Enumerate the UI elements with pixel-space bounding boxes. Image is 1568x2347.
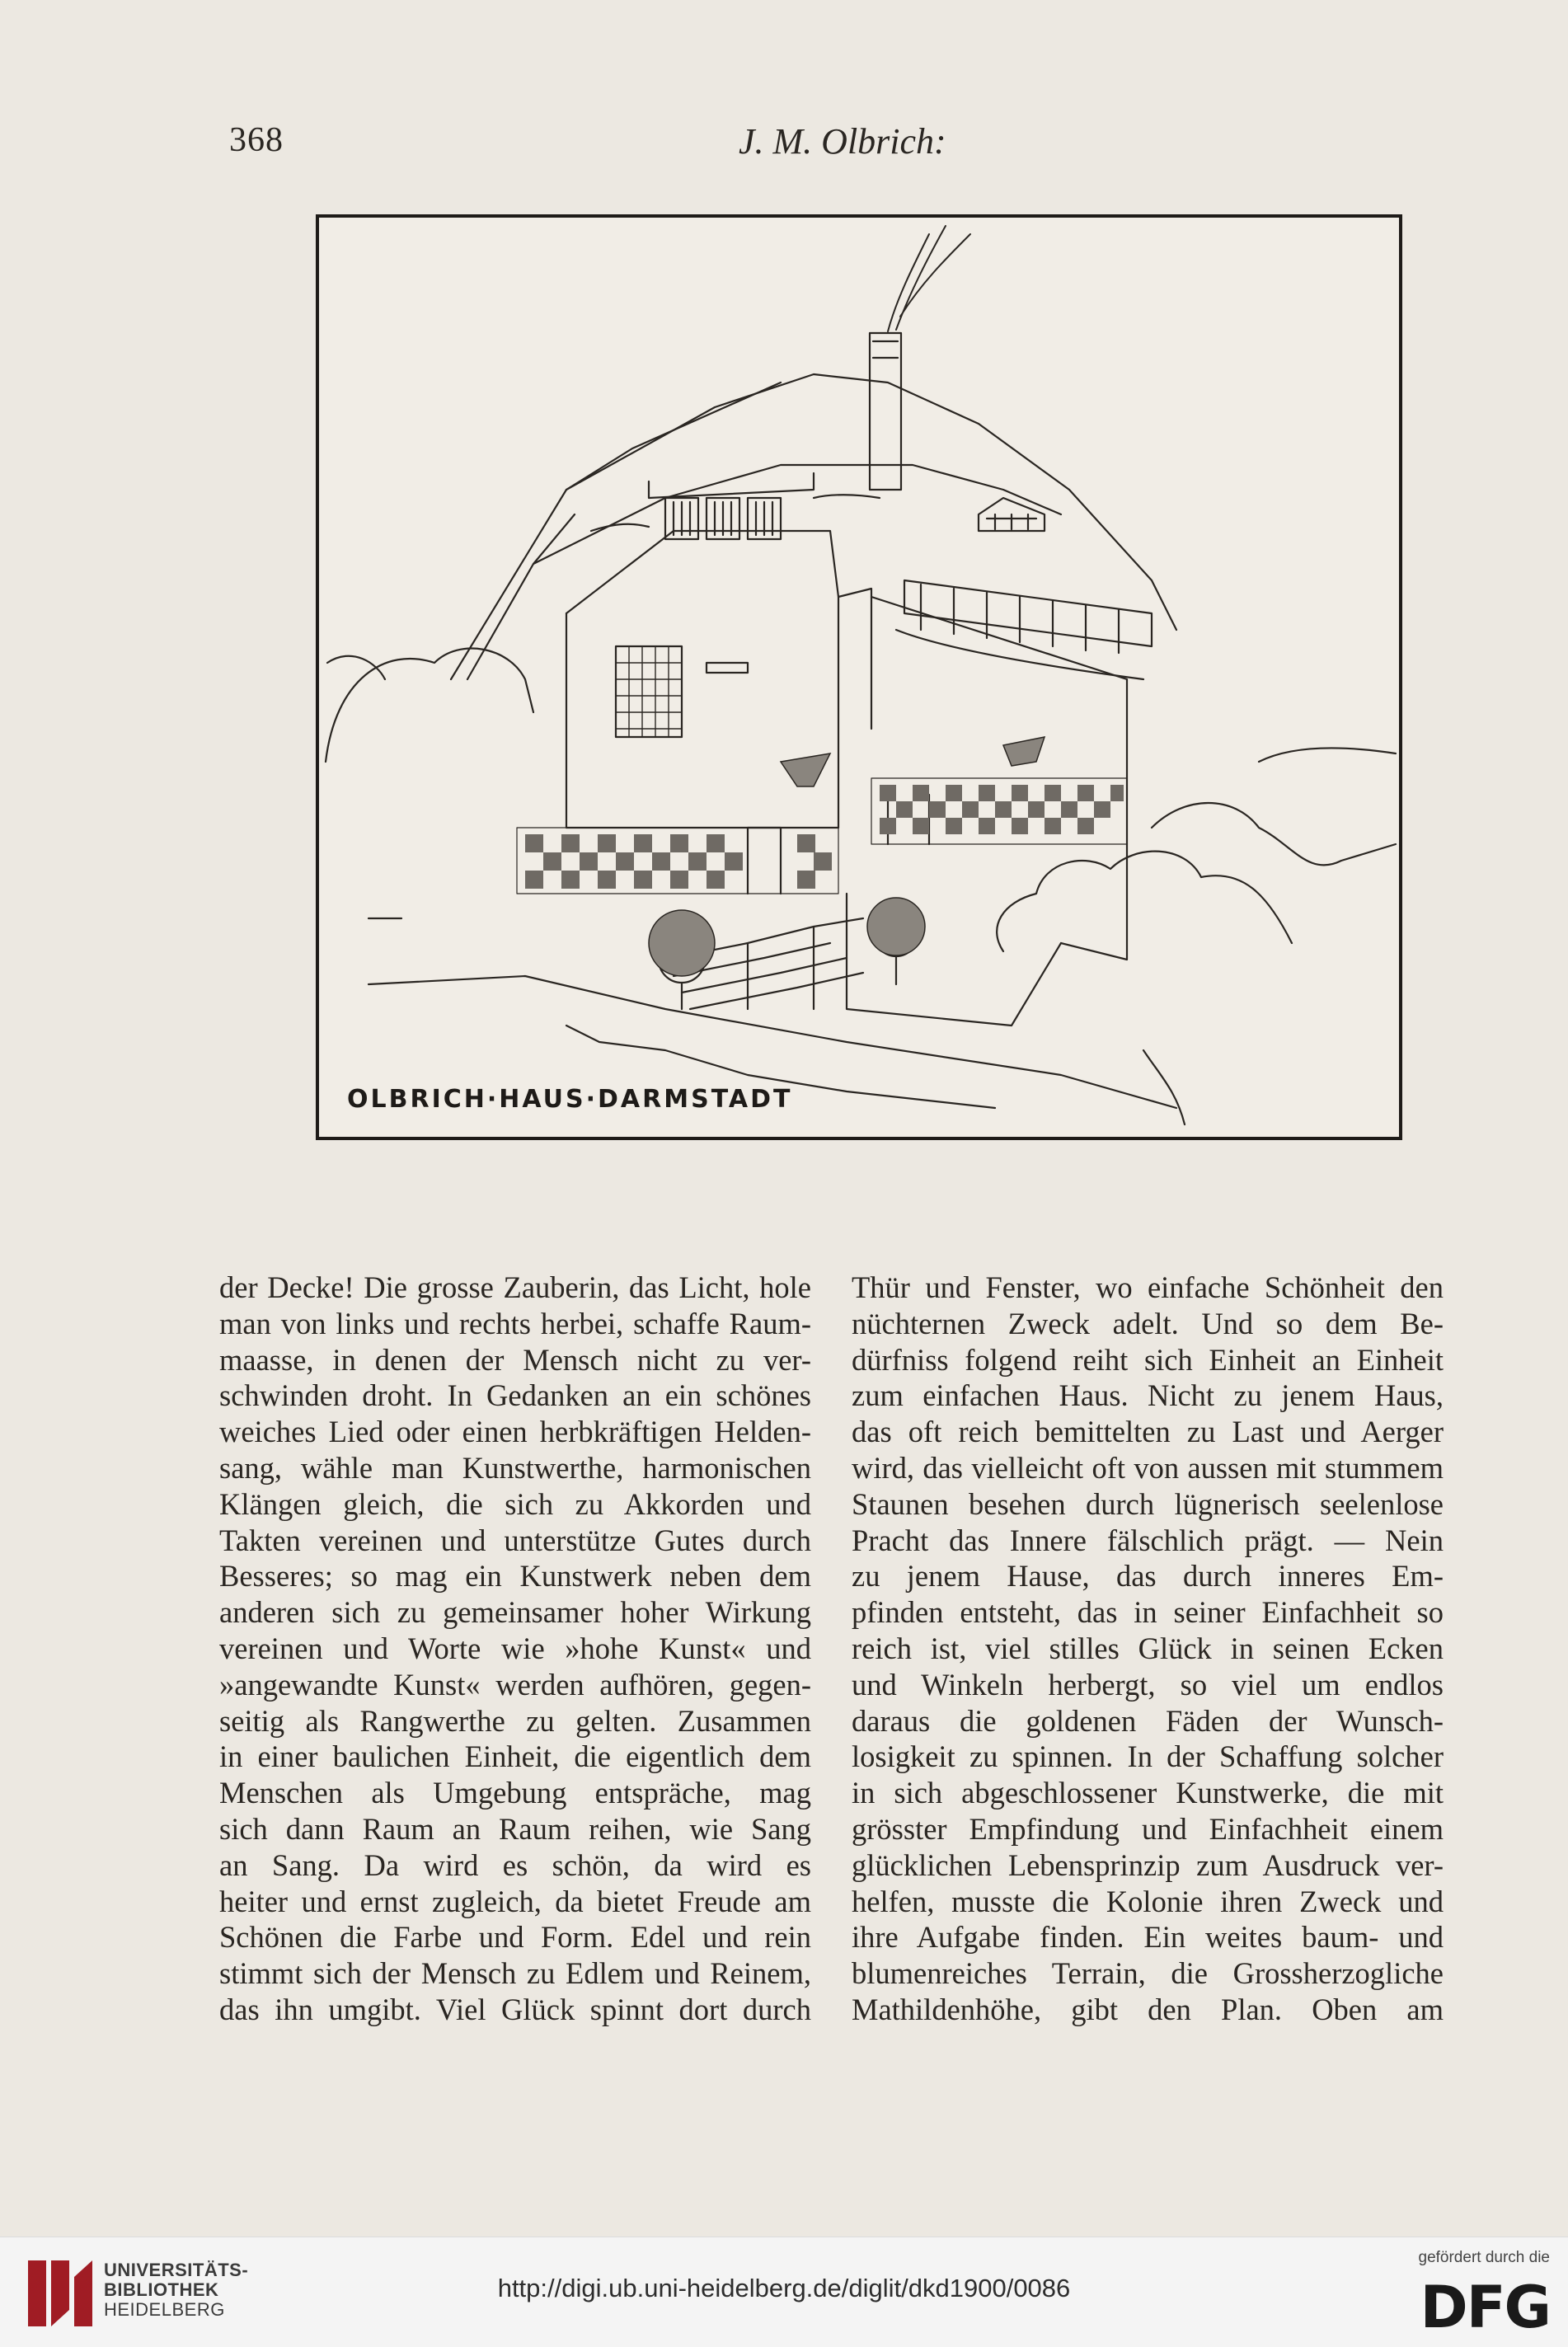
text-line: Staunen besehen durch lügnerisch seelenlose bbox=[852, 1486, 1444, 1521]
text-line: und Winkeln herbergt, so viel um endlos bbox=[852, 1667, 1444, 1702]
roof bbox=[451, 374, 1176, 679]
page-header bbox=[0, 106, 1568, 171]
bush-left bbox=[326, 649, 533, 762]
text-line: Menschen als Umgebung entspräche, mag bbox=[219, 1776, 811, 1810]
text-line: man von links und rechts herbei, schaffe Raum- bbox=[219, 1306, 811, 1340]
chimney bbox=[870, 333, 901, 490]
lattice-window bbox=[616, 646, 682, 737]
bush-left-2 bbox=[327, 656, 385, 679]
text-line: vereinen und Worte wie »hohe Kunst« und bbox=[219, 1631, 811, 1665]
funding-note: gefördert durch die bbox=[1418, 2249, 1550, 2266]
library-line1: UNIVERSITÄTS- bbox=[104, 2260, 249, 2280]
text-line: zu jenem Hause, das durch inneres Em- bbox=[852, 1559, 1444, 1594]
text-line: Schönen die Farbe und Form. Edel und rein bbox=[219, 1920, 811, 1955]
text-line: Pracht das Innere fälschlich prägt. — Nein bbox=[852, 1523, 1444, 1557]
text-line: in einer baulichen Einheit, die eigentlich dem bbox=[219, 1739, 811, 1774]
awning-right bbox=[1003, 737, 1045, 766]
text-line: seitig als Rangwerthe zu gelten. Zusammen bbox=[219, 1703, 811, 1738]
text-column-left bbox=[219, 1270, 811, 2044]
text-line: Thür und Fenster, wo einfache Schönheit den bbox=[852, 1270, 1444, 1304]
page-number: 368 bbox=[229, 121, 284, 159]
text-line: zum einfachen Haus. Nicht zu jenem Haus, bbox=[852, 1378, 1444, 1413]
text-line: nüchternen Zweck adelt. Und so dem Be- bbox=[852, 1306, 1444, 1340]
awning-left bbox=[781, 753, 830, 786]
text-line: dürfniss folgend reiht sich Einheit an Einheit bbox=[852, 1342, 1444, 1377]
library-line2: BIBLIOTHEK bbox=[104, 2279, 219, 2300]
shrub-right-fill bbox=[867, 898, 925, 955]
text-line: an Sang. Da wird es schön, da wird es bbox=[219, 1847, 811, 1882]
text-line: Takten vereinen und unterstütze Gutes durch bbox=[219, 1523, 811, 1557]
text-line: glücklichen Lebensprinzip zum Ausdruck ver- bbox=[852, 1847, 1444, 1882]
text-column-right bbox=[852, 1270, 1444, 2044]
permalink-link[interactable]: http://digi.ub.uni-heidelberg.de/diglit/dkd1900/0086 bbox=[497, 2274, 1071, 2302]
text-line: blumenreiches Terrain, die Grossherzogliche bbox=[852, 1956, 1444, 1991]
shrub-left-fill bbox=[649, 910, 715, 976]
text-line: sang, wähle man Kunstwerthe, harmonischen bbox=[219, 1450, 811, 1485]
house-drawing bbox=[319, 218, 1399, 1137]
library-line3: HEIDELBERG bbox=[104, 2299, 225, 2320]
text-line: maasse, in denen der Mensch nicht zu ver- bbox=[219, 1342, 811, 1377]
running-title: J. M. Olbrich: bbox=[739, 121, 946, 162]
text-line: in sich abgeschlossener Kunstwerke, die mit bbox=[852, 1776, 1444, 1810]
text-line: sich dann Raum an Raum reihen, wie Sang bbox=[219, 1811, 811, 1846]
text-line: ihre Aufgabe finden. Ein weites baum- und bbox=[852, 1920, 1444, 1955]
text-line: wird, das vielleicht oft von aussen mit stummem bbox=[852, 1450, 1444, 1485]
text-line: helfen, musste die Kolonie ihren Zweck und bbox=[852, 1884, 1444, 1918]
house-illustration bbox=[316, 214, 1402, 1140]
figure-caption: OLBRICH·HAUS·DARMSTADT bbox=[347, 1085, 793, 1114]
text-line: stimmt sich der Mensch zu Edlem und Reinem, bbox=[219, 1956, 811, 1991]
text-line: das oft reich bemittelten zu Last und Aerger bbox=[852, 1415, 1444, 1449]
digitization-footer bbox=[0, 2237, 1568, 2347]
text-line: pfinden entsteht, das in seiner Einfachheit so bbox=[852, 1595, 1444, 1630]
text-line: reich ist, viel stilles Glück in seinen Ecken bbox=[852, 1631, 1444, 1665]
text-line: »angewandte Kunst« werden aufhören, gegen- bbox=[219, 1667, 811, 1702]
text-line: schwinden droht. In Gedanken an ein schönes bbox=[219, 1378, 811, 1413]
checker-pattern bbox=[525, 785, 1124, 889]
text-line: Mathildenhöhe, gibt den Plan. Oben am bbox=[852, 1992, 1444, 2026]
text-line: der Decke! Die grosse Zauberin, das Licht, hole bbox=[219, 1270, 811, 1304]
text-line: das ihn umgibt. Viel Glück spinnt dort durch bbox=[219, 1992, 811, 2026]
text-line: Klängen gleich, die sich zu Akkorden und bbox=[219, 1486, 811, 1521]
front-wall bbox=[566, 589, 871, 828]
text-line: heiter und ernst zugleich, da bietet Freude am bbox=[219, 1884, 811, 1918]
text-line: grösster Empfindung und Einfachheit einem bbox=[852, 1811, 1444, 1846]
text-line: weiches Lied oder einen herbkräftigen Helden- bbox=[219, 1415, 811, 1449]
dfg-logo: DFG bbox=[1420, 2274, 1550, 2341]
balcony bbox=[904, 580, 1152, 646]
text-line: daraus die goldenen Fäden der Wunsch- bbox=[852, 1703, 1444, 1738]
bush-right bbox=[997, 852, 1292, 951]
dormer bbox=[649, 473, 814, 498]
text-line: Besseres; so mag ein Kunstwerk neben dem bbox=[219, 1559, 811, 1594]
text-line: losigkeit zu spinnen. In der Schaffung solcher bbox=[852, 1739, 1444, 1774]
text-line: anderen sich zu gemeinsamer hoher Wirkung bbox=[219, 1595, 811, 1630]
